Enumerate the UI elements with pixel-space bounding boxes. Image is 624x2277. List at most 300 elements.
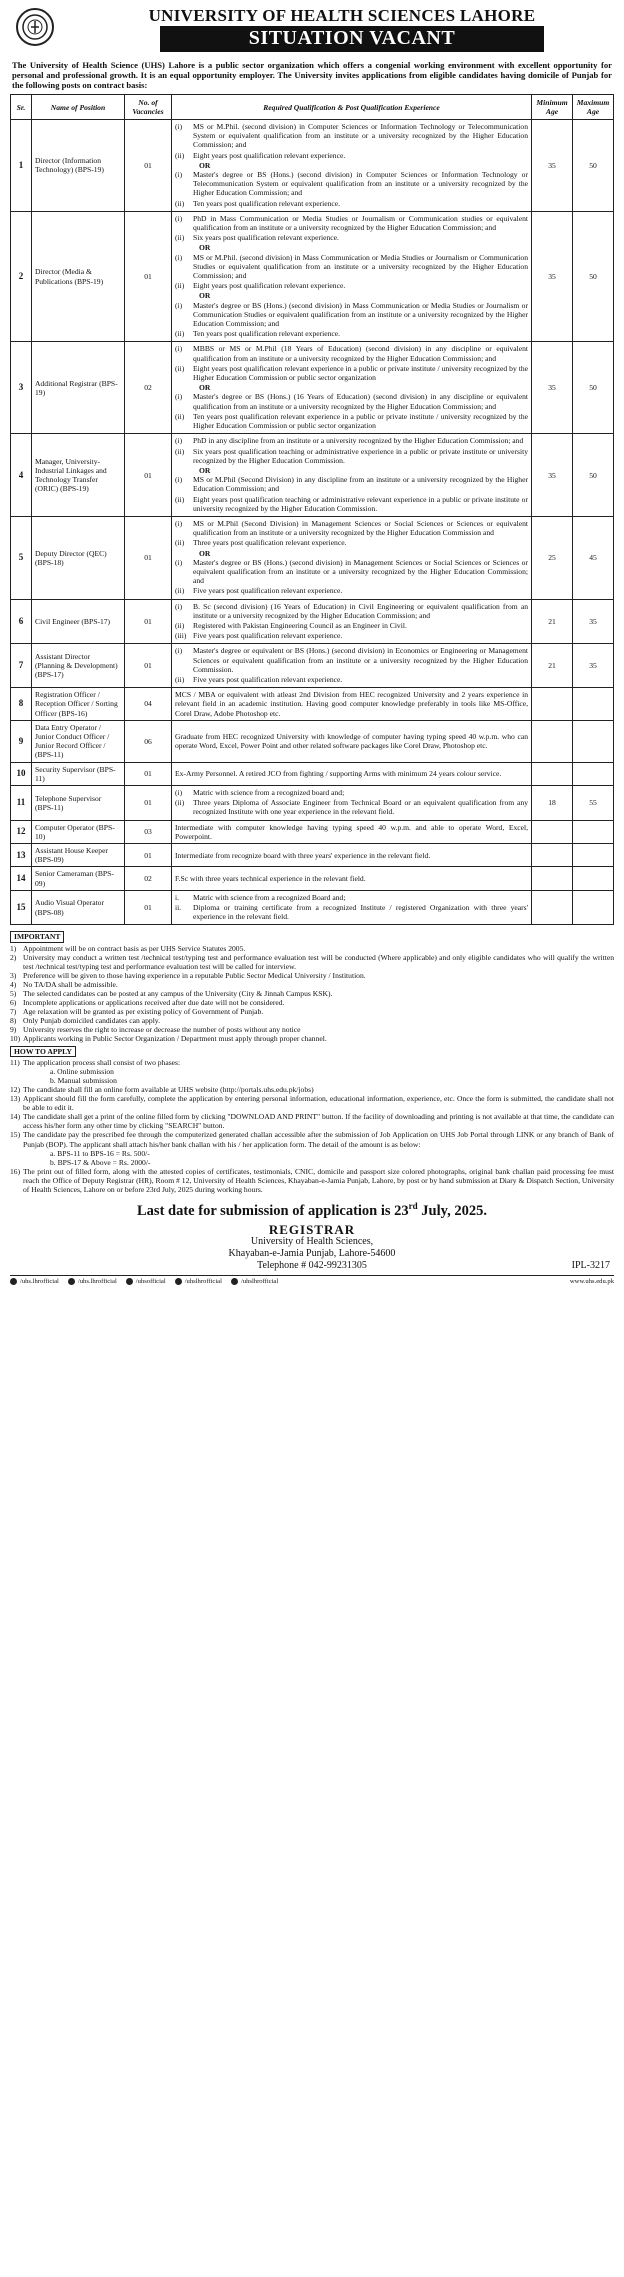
qualification-text: MCS / MBA or equivalent with atleast 2nd Division from HEC recognized University and 2 years experience in relevant field in an academic institution. Having good computer knowledge preferably in tools like MS-Office, Corel Draw, Adobe Photoshop etc. [175,690,528,718]
qualification-cell [172,688,532,721]
col-sr: Sr. [11,95,32,120]
note-subitem: b. Manual submission [50,1075,117,1085]
qualification-item [175,893,528,902]
table-row [11,599,614,644]
qualification-item [175,281,528,290]
note-text: The selected candidates can be posted at any campus of the University (City & Jinnah Campus KSK). [23,989,333,998]
item-number: (ii) [175,674,185,684]
vacancies-cell: 04 [125,688,172,721]
ipl-number: IPL-3217 [571,1259,610,1271]
last-date-rest: July, 2025. [417,1202,487,1219]
note-number: 13) [10,1094,21,1104]
qualification-cell [172,786,532,821]
qualification-cell [172,211,532,342]
table-row [11,688,614,721]
note-text: The candidate shall fill an online form available at UHS website (http://portals.uhs.edu.pk/jobs) [23,1084,314,1094]
position-cell: Assistant Director (Planning & Development) (BPS-17) [32,644,125,688]
vacancies-cell: 06 [125,720,172,762]
col-qualification: Required Qualification & Post Qualification Experience [172,95,532,120]
note-item [10,980,614,989]
vacancies-cell: 01 [125,434,172,517]
note-number: 5) [10,989,17,998]
table-row [11,644,614,688]
item-text: Eight years post qualification relevant experience. [193,150,346,160]
vacancies-cell: 01 [125,890,172,925]
min-age-cell [532,867,573,890]
min-age-cell: 35 [532,342,573,434]
note-number: 8) [10,1016,17,1026]
social-handle[interactable]: /uhsofficial [135,1277,166,1285]
qualification-item [175,558,528,586]
or-separator: OR [199,383,211,393]
note-text: Only Punjab domiciled candidates can apply. [23,1016,161,1026]
qualification-item [175,364,528,382]
qualification-cell [172,720,532,762]
qualification-item [175,151,528,160]
vacancies-cell: 03 [125,820,172,843]
vacancies-cell: 01 [125,644,172,688]
qualification-item [175,788,528,797]
sr-cell: 11 [11,786,32,821]
item-number: (i) [175,475,183,485]
qualification-item [175,538,528,547]
qualification-item [175,329,528,338]
table-row [11,867,614,890]
table-header-row [11,95,614,120]
last-date-text: Last date for submission of application is 23 [137,1202,409,1219]
position-cell: Senior Cameraman (BPS-09) [32,867,125,890]
qualification-item [175,447,528,465]
qualification-item [175,170,528,198]
note-subitem: a. BPS-11 to BPS-16 = Rs. 500/- [50,1148,150,1158]
registrar-line1: University of Health Sciences, [250,1235,374,1247]
item-number: (ii) [175,198,185,208]
sr-cell: 8 [11,688,32,721]
sr-cell: 3 [11,342,32,434]
or-separator: OR [199,291,211,301]
note-number: 10) [10,1034,21,1044]
item-number: (i) [175,300,183,310]
vacancies-cell: 01 [125,844,172,867]
qualification-cell [172,599,532,644]
social-handle[interactable]: /uhslhrofficial [184,1277,222,1285]
item-number: ii. [175,903,182,913]
qualification-item [175,903,528,921]
item-number: (ii) [175,494,185,504]
min-age-cell: 25 [532,516,573,599]
position-cell: Deputy Director (QEC) (BPS-18) [32,516,125,599]
max-age-cell: 50 [573,434,614,517]
item-number: (ii) [175,329,185,339]
or-separator: OR [199,160,211,170]
vacancies-cell: 01 [125,516,172,599]
social-handle[interactable]: /uhs.lhrofficial [77,1277,117,1285]
note-number: 15) [10,1130,21,1140]
note-item [10,971,614,980]
item-number: (ii) [175,363,185,373]
qualification-cell [172,516,532,599]
max-age-cell: 35 [573,599,614,644]
social-handle[interactable]: /uhs.lhrofficial [20,1277,59,1285]
item-number: (i) [175,122,183,131]
item-number: i. [175,892,180,902]
min-age-cell [532,720,573,762]
col-position: Name of Position [32,95,125,120]
table-row [11,516,614,599]
qualification-text: F.Sc with three years technical experience in the relevant field. [175,874,366,884]
qualification-cell [172,820,532,843]
item-text: Matric with science from a recognized board and; [193,788,345,797]
qualification-item [175,631,528,640]
note-number: 11) [10,1057,20,1067]
max-age-cell [573,720,614,762]
item-number: (i) [175,788,183,797]
table-row [11,762,614,785]
item-text: Master's degree or BS (Hons.) (second division) in Management Sciences or Social Sciences or Sciences or equivalent qualification from an institute or a university recognized by the Higher Education Commission; and [193,557,528,586]
qualification-cell [172,644,532,688]
note-item [10,1016,614,1025]
max-age-cell: 50 [573,120,614,212]
sr-cell: 12 [11,820,32,843]
item-number: (i) [175,646,183,656]
note-text: Incomplete applications or applications received after due date will not be considered. [23,998,285,1008]
note-item [10,989,614,998]
item-text: PhD in any discipline from an institute or a university recognized by the Higher Education Commission; and [193,436,524,446]
item-text: B. Sc (second division) (16 Years of Education) in Civil Engineering or equivalent qualification from an institute or a university recognized by the Higher Education Commission; and [193,601,528,620]
item-text: Master's degree or BS (Hons.) (16 Years of Education) (second division) in any discipline or equivalent qualification from an institute or a university recognized by the Higher Education Commission; and [193,392,528,411]
qualification-item [175,199,528,208]
or-separator: OR [199,243,211,253]
position-cell: Civil Engineer (BPS-17) [32,599,125,644]
note-number: 14) [10,1112,21,1122]
item-text: Master's degree or BS (Hons.) (second division) in Computer Sciences or Information Technology or Telecommunication System or equivalent qualification from an institute or a university recognized by the Higher Education Commission; and [193,170,528,198]
item-number: (i) [175,252,183,262]
max-age-cell [573,820,614,843]
qualification-item [175,586,528,595]
position-cell: Audio Visual Operator (BPS-08) [32,890,125,925]
max-age-cell [573,890,614,925]
position-cell: Manager, University-Industrial Linkages and Technology Transfer (ORIC) (BPS-19) [32,434,125,517]
note-text: Applicant should fill the form carefully, complete the application by entering personal information, educational information, experience, etc. Once the form is submitted, the candidate shall not be able to edit it. [23,1094,614,1113]
position-cell: Additional Registrar (BPS-19) [32,342,125,434]
item-text: Registered with Pakistan Engineering Council as an Engineer in Civil. [193,620,407,630]
website-link[interactable]: www.uhs.edu.pk [569,1277,614,1285]
item-number: (ii) [175,446,185,456]
position-cell: Director (Media & Publications (BPS-19) [32,211,125,342]
min-age-cell: 35 [532,434,573,517]
item-text: Matric with science from a recognized Board and; [193,892,346,902]
item-text: Eight years post qualification teaching or administrative relevant experience in a public or private institute or university recognized by the Higher Education Commission. [193,494,528,513]
qualification-cell [172,867,532,890]
min-age-cell: 35 [532,120,573,212]
sr-cell: 1 [11,120,32,212]
social-icon [231,1278,238,1285]
item-text: Five years post qualification relevant experience. [193,674,343,684]
footer [10,1275,614,1285]
max-age-cell: 55 [573,786,614,821]
item-text: Ten years post qualification relevant experience in a public or private institute / university recognized by the Higher Education Commission or public sector organization [193,411,528,431]
item-text: Master's degree or BS (Hons.) (second division) in Mass Communication or Media Studies or Journalism or Communication Studies or equivalent qualification from an institute or a university recognized by the Higher Education Commission; and [193,300,528,329]
item-text: Three years Diploma of Associate Engineer from Technical Board or an equivalent qualification from any recognized Institute with one year experience in the relevant field. [193,798,528,817]
max-age-cell: 35 [573,644,614,688]
table-row [11,434,614,517]
max-age-cell: 50 [573,342,614,434]
max-age-cell: 45 [573,516,614,599]
vacancies-cell: 01 [125,599,172,644]
item-number: (i) [175,436,183,446]
vacancies-cell: 02 [125,342,172,434]
note-number: 6) [10,998,17,1008]
item-number: (i) [175,557,183,567]
qualification-item [175,122,528,150]
item-number: (ii) [175,586,185,596]
note-number: 4) [10,979,17,989]
note-item [10,998,614,1007]
note-item [10,953,614,971]
qualification-text: Graduate from HEC recognized University with knowledge of computer having typing speed 40 w.p.m. who can operate Word, Excel, Power Point and other related software packages like Corel Draw, Photoshop etc. [175,731,528,751]
item-number: (i) [175,601,183,611]
table-row [11,844,614,867]
qualification-text: Intermediate with computer knowledge having typing speed 40 w.p.m. and able to operate Word, Excel, Powerpoint. [175,822,528,841]
qualification-item [175,798,528,816]
item-number: (ii) [175,798,185,808]
uhs-seal-icon [16,8,54,46]
note-number: 16) [10,1166,21,1176]
min-age-cell [532,762,573,785]
registrar-phone: Telephone # 042-99231305 [257,1259,367,1271]
item-text: MS or M.Phil (Second Division) in Management Sciences or Social Sciences or Sciences or equivalent qualification from an institute or a university recognized by the Higher Education Commission and [193,518,528,538]
note-text: The application process shall consist of two phases: [23,1057,181,1067]
last-date-sup: rd [408,1201,418,1212]
note-text: Age relaxation will be granted as per existing policy of Government of Punjab. [23,1007,264,1017]
note-text: University reserves the right to increase or decrease the number of posts without any notice [23,1025,301,1035]
min-age-cell: 18 [532,786,573,821]
item-text: Six years post qualification relevant experience. [193,233,339,243]
table-row [11,211,614,342]
item-text: MS or M.Phil. (second division) in Computer Sciences or Information Technology or Telecommunication System or equivalent qualification from an institute or a university recognized by the Higher Education Commission; and [193,122,528,150]
vacancies-cell: 01 [125,786,172,821]
or-separator: OR [199,548,211,558]
max-age-cell [573,867,614,890]
sr-cell: 6 [11,599,32,644]
note-number: 2) [10,952,17,962]
max-age-cell [573,688,614,721]
item-number: (ii) [175,150,185,160]
note-item [10,1007,614,1016]
qualification-item [175,621,528,630]
item-number: (ii) [175,281,185,291]
note-number: 7) [10,1007,17,1017]
table-row [11,342,614,434]
note-item [10,1085,614,1094]
qualification-cell [172,762,532,785]
vacancies-cell: 01 [125,120,172,212]
note-subitem: a. Online submission [50,1066,114,1076]
item-text: PhD in Mass Communication or Media Studies or Journalism or Communication studies or equivalent qualification from an institute or a university recognized by the Higher Education Commission; and [193,213,528,233]
col-min-age: Minimum Age [532,95,573,120]
table-row [11,890,614,925]
max-age-cell: 50 [573,211,614,342]
note-item [10,1034,614,1043]
social-handle[interactable]: /uhslhrofficial [240,1277,279,1285]
min-age-cell: 35 [532,211,573,342]
min-age-cell [532,844,573,867]
qualification-item [175,602,528,620]
item-number: (i) [175,518,183,528]
position-cell: Security Supervisor (BPS-11) [32,762,125,785]
position-cell: Director (Information Technology) (BPS-19) [32,120,125,212]
qualification-item [175,412,528,430]
note-subitem: b. BPS-17 & Above = Rs. 2000/- [50,1157,151,1167]
sr-cell: 4 [11,434,32,517]
note-text: Appointment will be on contract basis as per UHS Service Statutes 2005. [23,943,246,953]
qualification-item [175,675,528,684]
qualification-item [175,436,528,445]
item-text: MBBS or MS or M.Phil (18 Years of Education) (second division) in any discipline or equivalent qualification from an institute or a university recognized by the Higher Education Commission; and [193,344,528,363]
min-age-cell [532,890,573,925]
sr-cell: 13 [11,844,32,867]
sr-cell: 15 [11,890,32,925]
item-number: (i) [175,344,183,354]
note-text: Preference will be given to those having experience in a reputable Public Sector Medical University / Institution. [23,970,366,980]
note-text: The print out of filled form, along with the attested copies of certificates, testimonials, CNIC, domicile and passport size colored photographs, original bank challan paid processing fee must reach the Office of Deputy Registrar (HR), Room # 12, University of Health Sciences, Khayaban-e-Jamia Punjab, Lahore, by post or by hand submission at Diary & Dispatch Section, University of Health Sciences, Lahore on or before 23rd July, 2025 during working hours. [23,1166,614,1194]
header [10,6,614,56]
social-icon [126,1278,133,1285]
item-text: MS or M.Phil (Second Division) in any discipline from an institute or a university recognized by the Higher Education Commission; and [193,475,528,494]
item-number: (iii) [175,631,187,641]
notes [10,929,614,1194]
item-text: Three years post qualification relevant experience. [193,538,347,548]
note-text: The candidate shall get a print of the online filled form by clicking "DOWNLOAD AND PRINT" button. If the facility of downloading and printing is not available at that time, the candidate can access his/her form any other time by clicking "SEARCH" button. [23,1112,614,1131]
min-age-cell: 21 [532,644,573,688]
social-icon [175,1278,182,1285]
qualification-item [175,646,528,674]
qualification-item [175,301,528,329]
qualification-item [175,495,528,513]
position-cell: Assistant House Keeper (BPS-09) [32,844,125,867]
item-number: (ii) [175,233,185,243]
item-text: MS or M.Phil. (second division) in Mass Communication or Media Studies or Journalism or Communication Studies or equivalent qualification from an institute or a university recognized by the Higher Education Commission; and [193,252,528,281]
social-icon [10,1278,17,1285]
sr-cell: 10 [11,762,32,785]
note-number: 3) [10,970,17,980]
col-vacancies: No. of Vacancies [125,95,172,120]
vacancies-cell: 01 [125,762,172,785]
note-item [10,1094,614,1112]
sr-cell: 2 [11,211,32,342]
qualification-item [175,253,528,281]
qualification-cell [172,890,532,925]
item-text: Ten years post qualification relevant experience. [193,329,341,339]
item-text: Eight years post qualification relevant experience. [193,281,346,291]
sr-cell: 14 [11,867,32,890]
registrar-line2: Khayaban-e-Jamia Punjab, Lahore-54600 [228,1247,396,1259]
sr-cell: 7 [11,644,32,688]
item-text: Six years post qualification teaching or administrative experience in a public or private institute or university recognized by the Higher Education Commission. [193,446,528,465]
qualification-text: Ex-Army Personnel. A retired JCO from fighting / supporting Arms with minimum 24 years colour service. [175,769,502,779]
item-number: (i) [175,213,183,223]
col-max-age: Maximum Age [573,95,614,120]
item-text: Diploma or training certificate from a recognized Institute / registered Organization with three years' experience in the relevant field. [193,903,528,922]
sr-cell: 9 [11,720,32,762]
table-row [11,720,614,762]
qualification-text: Intermediate from recognize board with three years' experience in the relevant field. [175,850,431,860]
position-cell: Data Entry Operator / Junior Conduct Officer / Junior Record Officer / (BPS-11) [32,720,125,762]
vacancies-cell: 02 [125,867,172,890]
item-number: (i) [175,392,183,402]
advertisement [10,0,614,1285]
item-number: (ii) [175,620,185,630]
position-cell: Computer Operator (BPS-10) [32,820,125,843]
important-title: IMPORTANT [10,931,64,942]
qualification-item [175,475,528,493]
item-text: Eight years post qualification relevant experience in a public or private institute / university recognized by the Higher Education Commission or public sector organization [193,363,528,383]
page-title: SITUATION VACANT [160,26,544,52]
qualification-item [175,392,528,410]
intro-text: The University of Health Science (UHS) Lahore is a public sector organization which offers a congenial working environment with excellent opportunity for personal and professional growth. It is an equal opportunity employer. The University invites applications from eligible candidates having domicile of Punjab for the following posts on contract basis: [12,60,612,90]
note-item [10,1130,614,1148]
note-item [10,1167,614,1194]
note-number: 1) [10,943,17,953]
max-age-cell [573,762,614,785]
item-text: Ten years post qualification relevant experience. [193,198,341,208]
note-number: 9) [10,1025,17,1035]
note-number: 12) [10,1084,21,1094]
item-text: Master's degree or equivalent or BS (Hons.) (second division) in Economics or Engineering or Management Sciences or equivalent qualification from an institute or a university recognized by the Higher Education Commission. [193,646,528,674]
social-icon [68,1278,75,1285]
item-number: (ii) [175,411,185,421]
position-cell: Telephone Supervisor (BPS-11) [32,786,125,821]
registrar-title: REGISTRAR [268,1221,356,1237]
qualification-cell [172,844,532,867]
position-cell: Registration Officer / Reception Officer / Sorting Officer (BPS-16) [32,688,125,721]
qualification-item [175,233,528,242]
note-text: The candidate pay the prescribed fee through the computerized generated challan accessible after the submission of Job Application on UHS Job Portal through LINK or any branch of Bank of Punjab (BOP). The applicant shall attach his/her bank challan with his / her application form. The detail of the amount is as below: [23,1130,614,1149]
or-separator: OR [199,465,211,475]
qualification-cell [172,434,532,517]
item-number: (i) [175,170,183,180]
sr-cell: 5 [11,516,32,599]
registrar-block [10,1221,614,1272]
table-row [11,820,614,843]
note-text: University may conduct a written test /technical test/typing test and performance evaluation test will be conducted (Where applicable) and only eligible candidates who will qualify the written test /technical test/typing test and performance evaluation test will be called for interview. [23,952,614,971]
qualification-item [175,519,528,537]
table-row [11,786,614,821]
note-item [10,1058,614,1067]
item-text: Five years post qualification relevant experience. [193,631,343,641]
max-age-cell [573,844,614,867]
note-text: Applicants working in Public Sector Organization / Department must apply through proper channel. [23,1034,327,1044]
table-row [11,120,614,212]
positions-table [10,94,614,925]
note-item [10,1025,614,1034]
qualification-item [175,214,528,232]
item-number: (ii) [175,538,185,548]
note-item [10,944,614,953]
min-age-cell: 21 [532,599,573,644]
university-name: UNIVERSITY OF HEALTH SCIENCES LAHORE [148,6,536,25]
note-item [10,1112,614,1130]
note-text: No TA/DA shall be admissible. [23,979,118,989]
qualification-item [175,344,528,362]
last-date [10,1201,614,1220]
vacancies-cell: 01 [125,211,172,342]
qualification-cell [172,342,532,434]
min-age-cell [532,688,573,721]
how-to-apply-title: HOW TO APPLY [10,1046,76,1057]
item-text: Five years post qualification relevant experience. [193,586,343,596]
min-age-cell [532,820,573,843]
